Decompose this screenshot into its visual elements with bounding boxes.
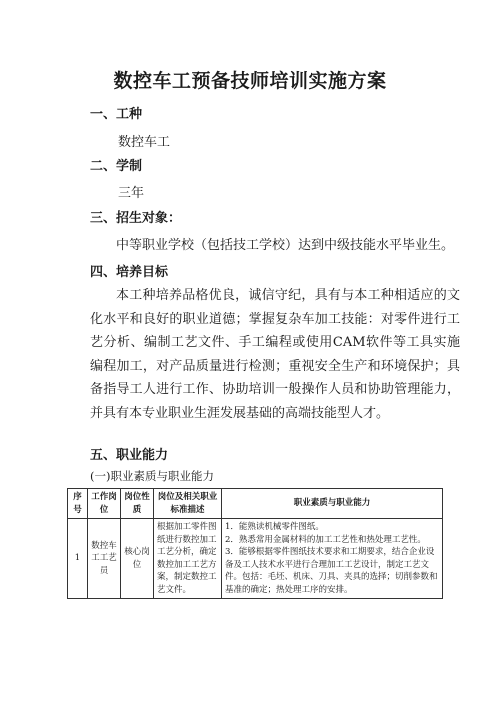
competencies-subheading: (一)职业素质与职业能力 bbox=[90, 469, 214, 483]
header-abilities: 职业素质与职业能力 bbox=[222, 489, 443, 519]
table-row bbox=[68, 519, 443, 599]
section-heading-competencies: 五、职业能力 bbox=[90, 448, 169, 463]
cell-nature: 核心岗位 bbox=[121, 519, 154, 599]
competency-table bbox=[67, 488, 443, 599]
duration-value: 三年 bbox=[118, 186, 145, 201]
cell-no: 1 bbox=[68, 519, 88, 599]
document-title: 数控车工预备技师培训实施方案 bbox=[113, 70, 387, 92]
section-heading-duration: 二、学制 bbox=[90, 159, 143, 174]
table-header-row bbox=[68, 489, 443, 519]
objectives-paragraph: 本工种培养品格优良，诚信守纪，具有与本工种相适应的文化水平和良好的职业道德；掌握复杂车加工技能：对零件进行工艺分析、编制工艺文件、手工编程或使用CAM软件等工具实施编程加工，对产品质量进行检测；重视安全生产和环境保护；具备指导工人进行工作、协助培训一般操作人员和协助管理能力，并具有本专业职业生涯发展基础的高端技能型人才。 bbox=[90, 288, 460, 421]
cell-abilities: 1．能熟读机械零件图纸。 2．熟悉常用金属材料的加工工艺性和热处理工艺性。 3．能够根据零件图纸技术要求和工期要求，结合企业设备及工人技术水平进行合理加工工艺设计，制定工艺文件。包括：毛坯、机床、刀具、夹具的选择；切削参数和基准的确定；热处理工序的安排。 bbox=[222, 519, 443, 599]
job-type-value: 数控车工 bbox=[118, 135, 171, 150]
section-heading-job-type: 一、工种 bbox=[90, 107, 143, 122]
header-post: 工作岗位 bbox=[88, 489, 121, 519]
section-heading-enrollment: 三、招生对象： bbox=[90, 211, 182, 226]
section-heading-objectives: 四、培养目标 bbox=[90, 265, 169, 280]
enrollment-value: 中等职业学校（包括技工学校）达到中级技能水平毕业生。 bbox=[116, 238, 455, 253]
header-standard: 岗位及相关职业标准描述 bbox=[154, 489, 222, 519]
cell-standard: 根据加工零件图纸进行数控加工工艺分析，确定数控加工工艺方案，制定数控工艺文件。 bbox=[154, 519, 222, 599]
header-nature: 岗位性质 bbox=[121, 489, 154, 519]
cell-post: 数控车工工艺员 bbox=[88, 519, 121, 599]
header-no: 序号 bbox=[68, 489, 88, 519]
